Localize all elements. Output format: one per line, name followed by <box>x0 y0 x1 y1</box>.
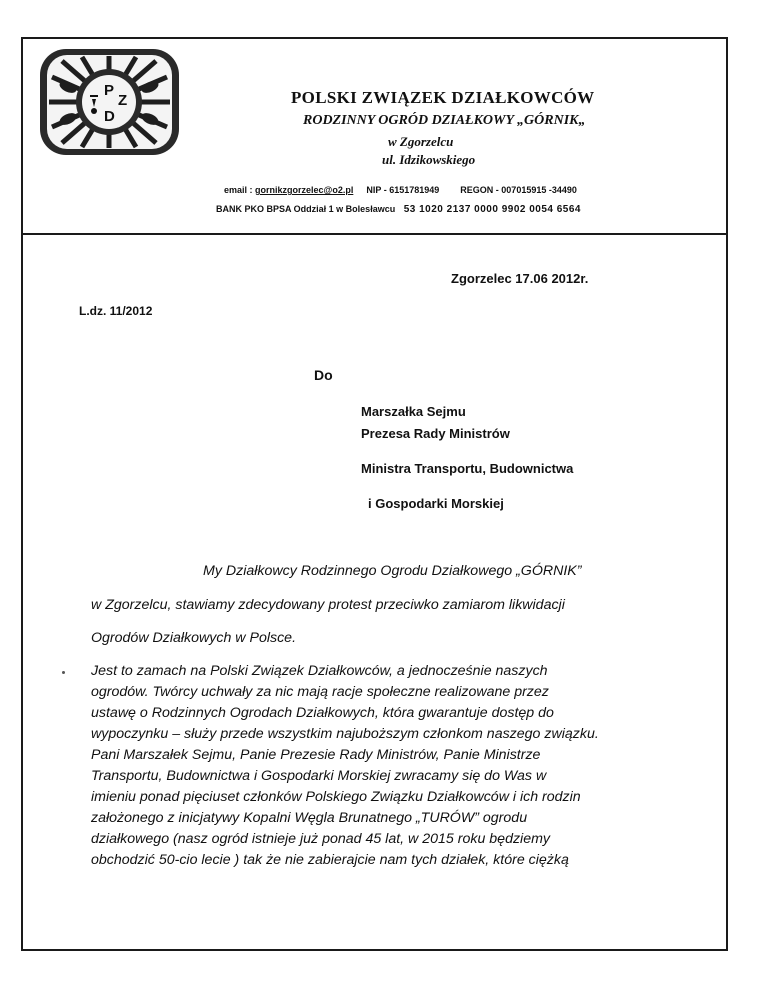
body-line: ustawę o Rodzinnych Ogrodach Działkowych, która gwarantuje dostęp do <box>91 705 554 721</box>
body-line: ogrodów. Twórcy uchwały za nic mają racje społeczne realizowane przez <box>91 684 549 700</box>
logo-letter-p: P <box>104 82 115 99</box>
letter-body <box>91 661 731 871</box>
regon-number: REGON - 007015915 -34490 <box>460 185 577 195</box>
body-line: założonego z inicjatywy Kopalni Węgla Brunatnego „TURÓW” ogrodu <box>91 810 528 826</box>
reference-number: L.dz. 11/2012 <box>79 304 153 318</box>
intro-line: w Zgorzelcu, stawiamy zdecydowany protest przeciwko zamiarom likwidacji <box>91 597 565 613</box>
body-line: imieniu ponad pięciuset członków Polskiego Związku Działkowców i ich rodzin <box>91 789 581 805</box>
logo-letter-d: D <box>104 108 115 125</box>
body-line: Jest to zamach na Polski Związek Działkowców, a jednocześnie naszych <box>91 663 548 679</box>
garden-city: w Zgorzelcu <box>388 134 454 149</box>
bank-account: 53 1020 2137 0000 9902 0054 6564 <box>403 204 581 215</box>
email-link[interactable]: gornikzgorzelec@o2.pl <box>255 185 354 195</box>
recipient-line: Ministra Transportu, Budownictwa <box>361 461 574 476</box>
organization-name: POLSKI ZWIĄZEK DZIAŁKOWCÓW <box>291 88 595 107</box>
intro-line: Ogrodów Działkowych w Polsce. <box>91 630 297 646</box>
body-line: Pani Marszałek Sejmu, Panie Prezesie Rady Ministrów, Panie Ministrze <box>91 747 541 763</box>
body-line: działkowego (nasz ogród istnieje już ponad 45 lat, w 2015 roku będziemy <box>91 831 551 847</box>
body-line: Transportu, Budownictwa i Gospodarki Morskiej zwracamy się do Was w <box>91 768 547 784</box>
body-line: wypoczynku – służy przede wszystkim najuboższym członkom naszego związku. <box>91 726 599 742</box>
bank-name: BANK PKO BPSA Oddział 1 w Bolesławcu <box>216 204 396 214</box>
letter-date: Zgorzelec 17.06 2012r. <box>451 271 589 286</box>
pzd-logo <box>38 47 181 157</box>
bank-line <box>216 204 581 215</box>
garden-name: RODZINNY OGRÓD DZIAŁKOWY „GÓRNIK„ <box>303 113 586 128</box>
addressee-header: Do <box>314 367 333 383</box>
scan-speck <box>62 671 65 674</box>
intro-line: My Działkowcy Rodzinnego Ogrodu Działkowego „GÓRNIK” <box>203 563 582 579</box>
email-label: email : <box>224 185 253 195</box>
letterhead-divider <box>21 233 728 235</box>
recipient-line: Prezesa Rady Ministrów <box>361 426 510 441</box>
garden-street: ul. Idzikowskiego <box>382 152 476 167</box>
body-line: obchodzić 50-cio lecie ) tak że nie zabierajcie nam tych działek, które ciężką <box>91 852 569 868</box>
recipient-line: i Gospodarki Morskiej <box>368 496 504 511</box>
nip-number: NIP - 6151781949 <box>366 185 440 195</box>
contact-line <box>224 185 577 195</box>
recipient-line: Marszałka Sejmu <box>361 404 466 419</box>
logo-letter-z: Z <box>118 92 128 109</box>
